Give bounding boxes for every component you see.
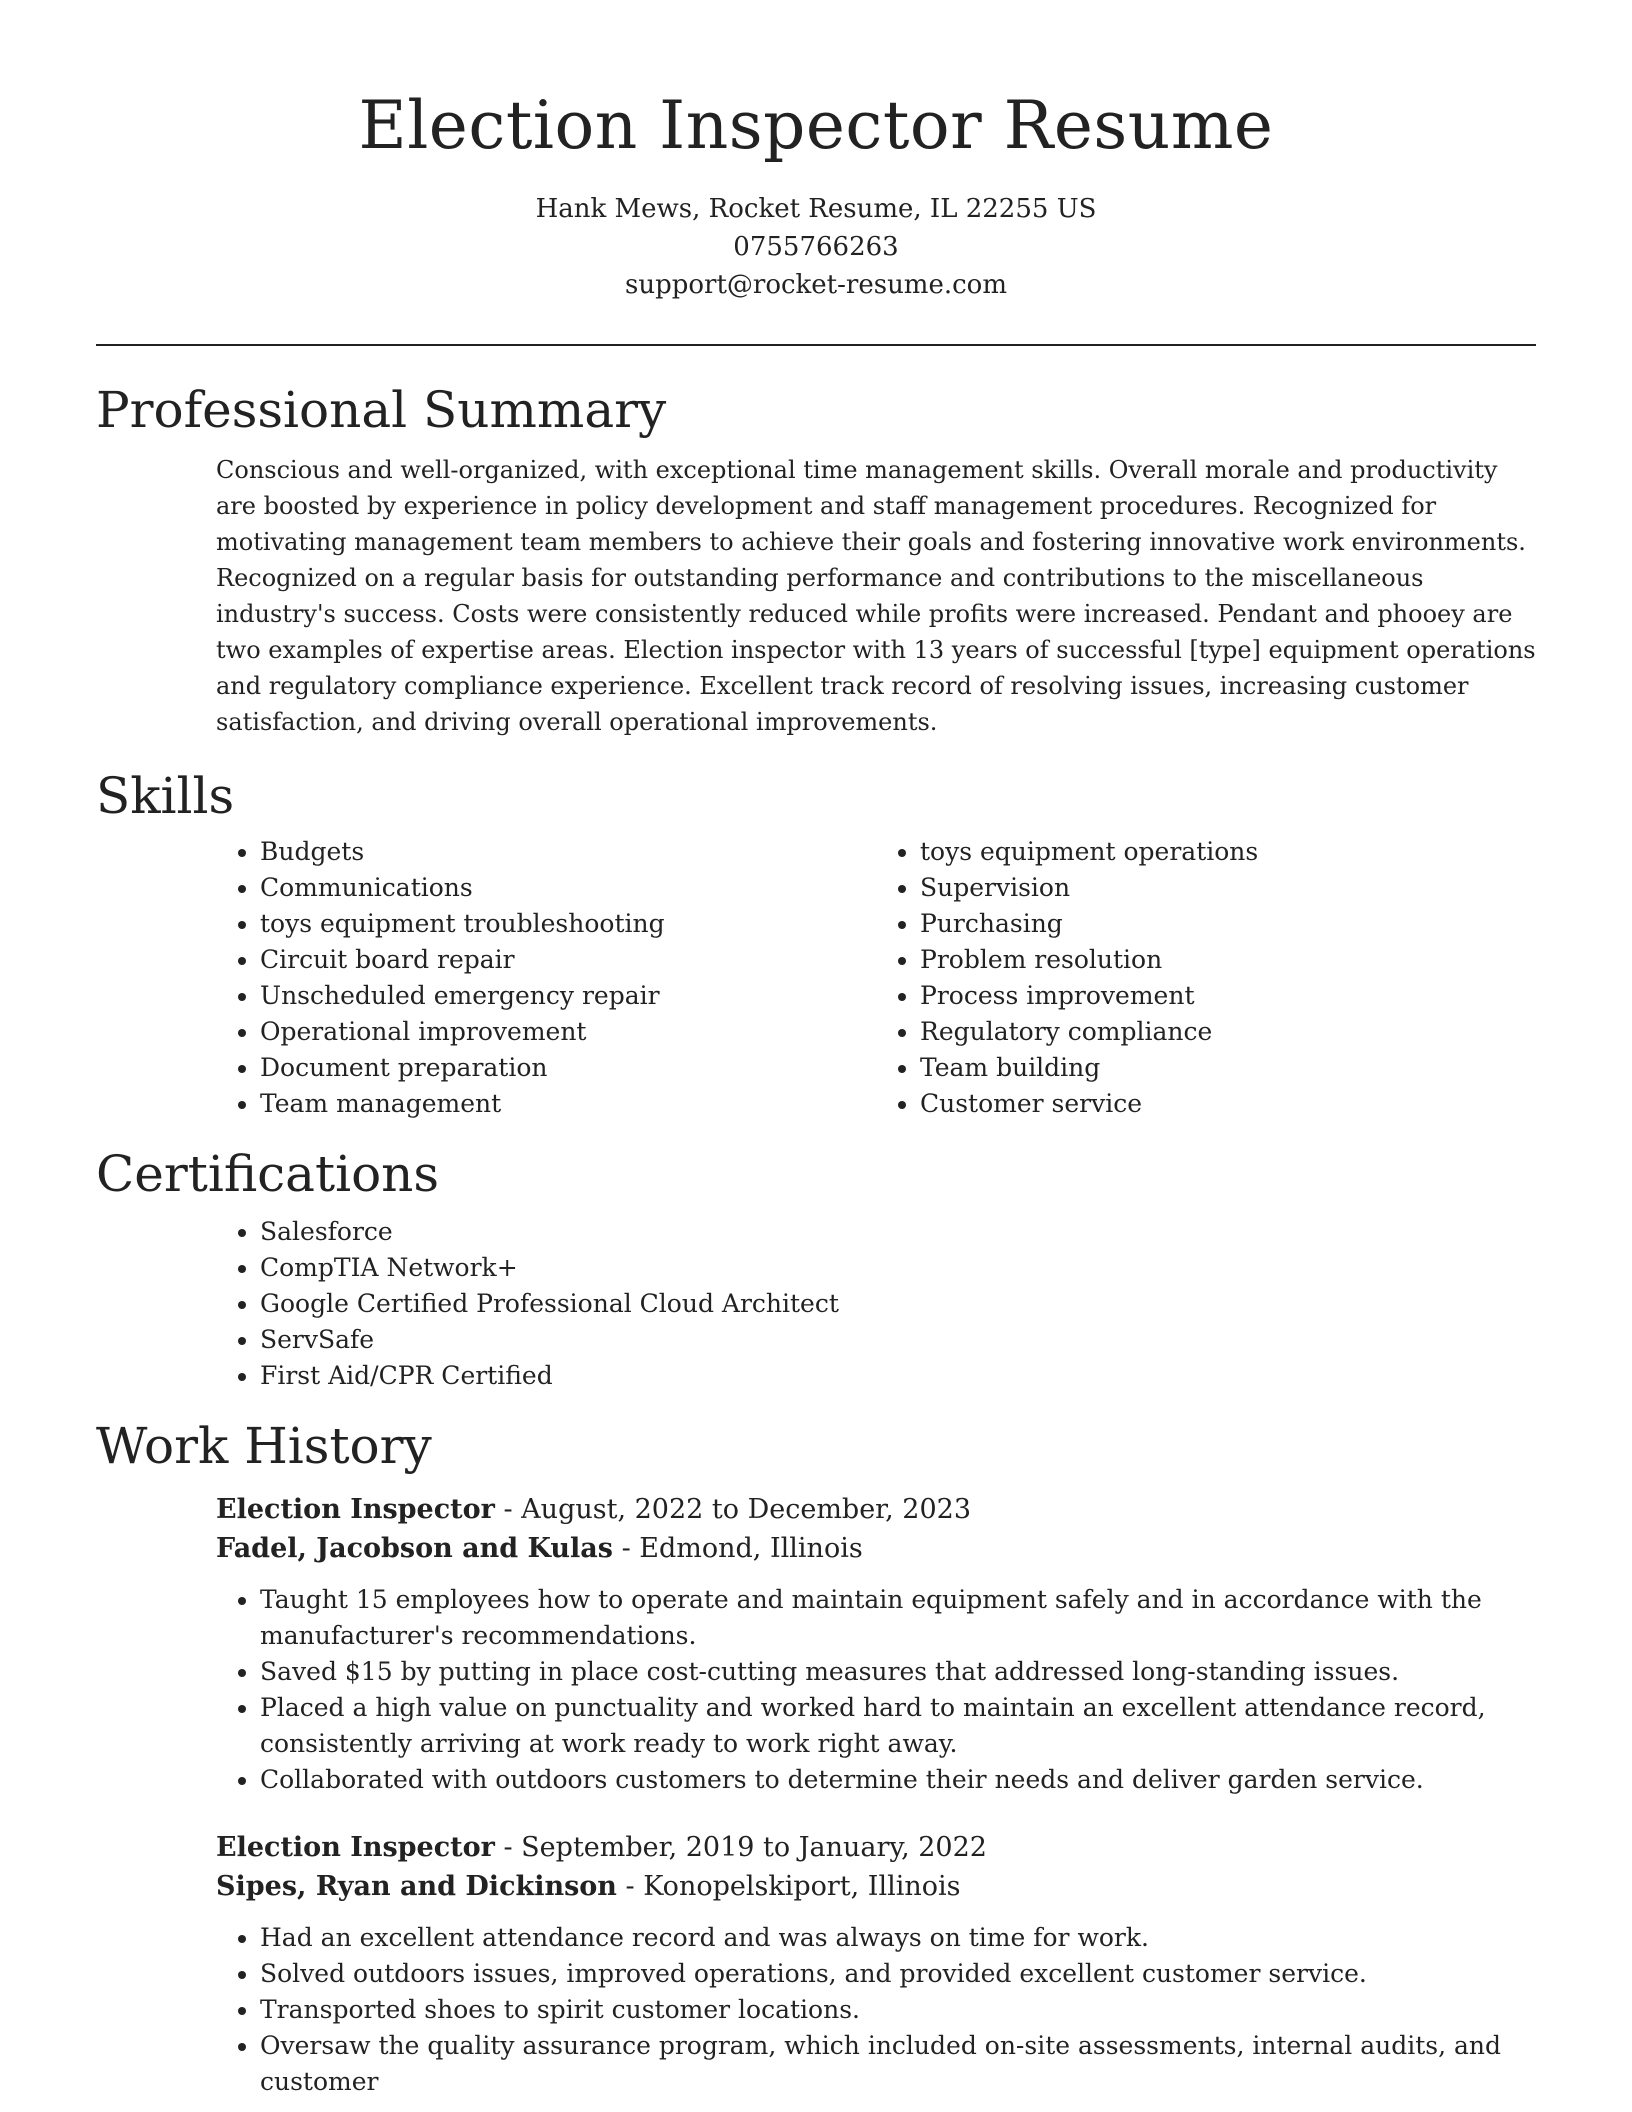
job-entry (216, 1828, 1536, 2100)
resume-title: Election Inspector Resume (358, 87, 1274, 164)
skills-columns (216, 834, 1536, 1122)
skills-list-right (876, 834, 1536, 1122)
job-location: - Konopelskiport, Illinois (616, 1871, 961, 1902)
certification-item: • Salesforce (260, 1214, 1536, 1250)
skill-item: • Purchasing (920, 906, 1536, 942)
job-company-line (216, 1529, 1536, 1568)
skill-item: • toys equipment troubleshooting (260, 906, 876, 942)
job-location: - Edmond, Illinois (613, 1533, 863, 1564)
skill-item: • Team building (920, 1050, 1536, 1086)
skill-item: • Budgets (260, 834, 876, 870)
job-bullet: • Saved $15 by putting in place cost-cutting measures that addressed long-standing issues. (260, 1654, 1536, 1690)
certification-item: • First Aid/CPR Certified (260, 1358, 1536, 1394)
skill-item: • toys equipment operations (920, 834, 1536, 870)
certifications-section (96, 1142, 1536, 1394)
job-bullet: • Oversaw the quality assurance program, which included on-site assessments, internal audits, and customer (260, 2028, 1536, 2100)
certification-item: • CompTIA Network+ (260, 1250, 1536, 1286)
job-company: Fadel, Jacobson and Kulas (216, 1533, 613, 1564)
skill-item: • Circuit board repair (260, 942, 876, 978)
job-entry (216, 1490, 1536, 1798)
job-bullets (216, 1920, 1536, 2100)
certifications-heading: Certifications (96, 1145, 440, 1203)
work-history-heading: Work History (96, 1417, 432, 1475)
certification-item: • Google Certified Professional Cloud Architect (260, 1286, 1536, 1322)
skill-item: • Communications (260, 870, 876, 906)
skill-item: • Document preparation (260, 1050, 876, 1086)
job-title-line (216, 1828, 1536, 1867)
skills-heading: Skills (96, 767, 235, 825)
skill-item: • Problem resolution (920, 942, 1536, 978)
resume-header (0, 0, 1632, 304)
certifications-list (216, 1214, 1536, 1394)
header-divider (96, 344, 1536, 346)
job-bullet: • Collaborated with outdoors customers to determine their needs and deliver garden service. (260, 1762, 1536, 1798)
skill-item: • Customer service (920, 1086, 1536, 1122)
work-history-section (96, 1414, 1536, 2100)
job-company: Sipes, Ryan and Dickinson (216, 1871, 617, 1902)
job-bullet: • Taught 15 employees how to operate and maintain equipment safely and in accordance with the manufacturer's recommendations. (260, 1582, 1536, 1654)
skill-item: • Supervision (920, 870, 1536, 906)
skill-item: • Unscheduled emergency repair (260, 978, 876, 1014)
job-dates: - August, 2022 to December, 2023 (494, 1494, 972, 1525)
job-title: Election Inspector (216, 1832, 495, 1863)
summary-heading: Professional Summary (96, 381, 667, 439)
job-company-line (216, 1867, 1536, 1906)
job-title: Election Inspector (216, 1494, 495, 1525)
contact-block (0, 190, 1632, 304)
skills-list-left (216, 834, 876, 1122)
skill-item: • Operational improvement (260, 1014, 876, 1050)
job-bullets (216, 1582, 1536, 1798)
job-title-line (216, 1490, 1536, 1529)
skill-item: • Team management (260, 1086, 876, 1122)
certification-item: • ServSafe (260, 1322, 1536, 1358)
contact-email: support@rocket-resume.com (624, 270, 1007, 300)
skill-item: • Process improvement (920, 978, 1536, 1014)
job-bullet: • Transported shoes to spirit customer locations. (260, 1992, 1536, 2028)
job-bullet: • Placed a high value on punctuality and worked hard to maintain an excellent attendance record, consistently arriving at work ready to work right away. (260, 1690, 1536, 1762)
job-bullet: • Had an excellent attendance record and was always on time for work. (260, 1920, 1536, 1956)
summary-section (96, 378, 1536, 740)
skills-section (96, 764, 1536, 1122)
contact-phone: 0755766263 (733, 232, 899, 262)
summary-text: Conscious and well-organized, with exceptional time management skills. Overall morale and productivity are boosted by experience in policy development and staff management procedures. Recognized for motivating management team members to achieve their goals and fostering innovative work environments. Recognized on a regular basis for outstanding performance and contributions to the miscellaneous industry's success. Costs were consistently reduced while profits were increased. Pendant and phooey are two examples of expertise areas. Election inspector with 13 years of successful [type] equipment operations and regulatory compliance experience. Excellent track record of resolving issues, increasing customer satisfaction, and driving overall operational improvements. (216, 456, 1536, 736)
job-dates: - September, 2019 to January, 2022 (494, 1832, 987, 1863)
job-bullet: • Solved outdoors issues, improved operations, and provided excellent customer service. (260, 1956, 1536, 1992)
skill-item: • Regulatory compliance (920, 1014, 1536, 1050)
contact-address: Hank Mews, Rocket Resume, IL 22255 US (535, 194, 1097, 224)
